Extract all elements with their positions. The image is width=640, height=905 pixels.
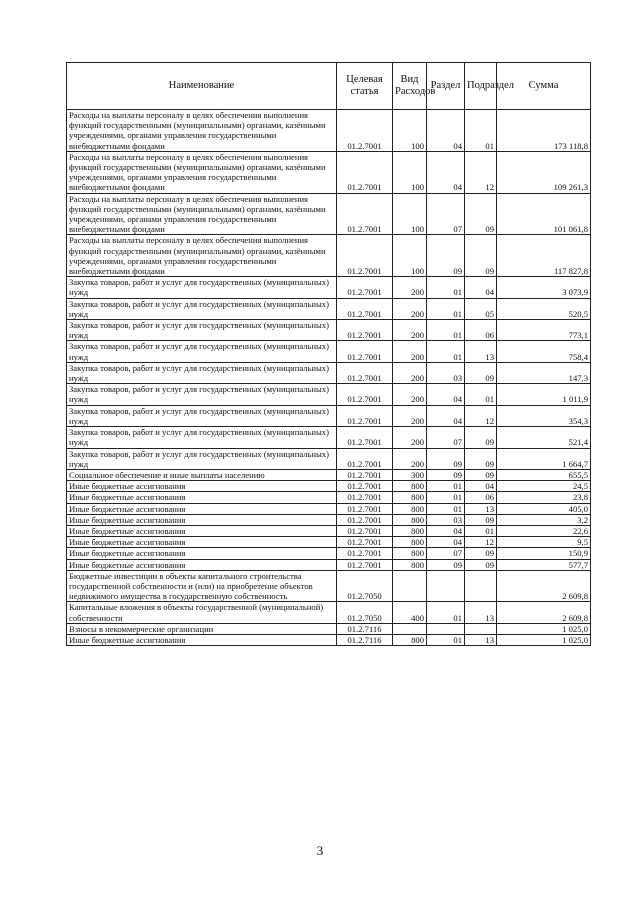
cell-sum: 354,3 [497,405,591,426]
cell-name: Иные бюджетные ассигнования [67,503,337,514]
cell-target-article: 01.2.7001 [337,525,393,536]
cell-name: Закупка товаров, работ и услуг для государственных (муниципальных) нужд [67,341,337,362]
cell-subsection: 09 [465,362,497,383]
cell-subsection: 06 [465,492,497,503]
cell-section: 01 [427,320,465,341]
cell-section: 09 [427,235,465,277]
cell-name: Закупка товаров, работ и услуг для государственных (муниципальных) нужд [67,277,337,298]
cell-section: 01 [427,298,465,319]
table-row [67,110,591,152]
cell-subsection: 01 [465,384,497,405]
cell-expense-type: 400 [393,602,427,623]
cell-target-article: 01.2.7001 [337,341,393,362]
cell-subsection: 09 [465,235,497,277]
cell-name: Закупка товаров, работ и услуг для государственных (муниципальных) нужд [67,384,337,405]
table-row [67,559,591,570]
cell-name: Иные бюджетные ассигнования [67,514,337,525]
cell-sum: 9,5 [497,537,591,548]
cell-sum: 101 061,8 [497,193,591,235]
cell-section: 01 [427,602,465,623]
cell-subsection: 12 [465,151,497,193]
cell-subsection: 09 [465,193,497,235]
table-body [67,110,591,646]
budget-table [66,62,591,646]
cell-name: Расходы на выплаты персоналу в целях обеспечения выполнения функций государственными (муниципальными) органами, казёнными учреждениями, органами управления государственными внебюджетными фондами [67,110,337,152]
cell-subsection: 09 [465,559,497,570]
cell-section: 03 [427,362,465,383]
cell-expense-type [393,623,427,634]
table-row [67,481,591,492]
table-row [67,492,591,503]
cell-name: Иные бюджетные ассигнования [67,492,337,503]
table-header-row [67,63,591,110]
cell-expense-type: 800 [393,492,427,503]
cell-expense-type: 200 [393,384,427,405]
cell-subsection: 13 [465,602,497,623]
cell-target-article: 01.2.7116 [337,634,393,645]
cell-subsection: 13 [465,634,497,645]
cell-expense-type: 800 [393,559,427,570]
cell-target-article: 01.2.7001 [337,151,393,193]
cell-sum: 520,5 [497,298,591,319]
header-expense-type: Вид Расходов [393,63,427,110]
table-row [67,277,591,298]
cell-sum: 23,8 [497,492,591,503]
cell-target-article: 01.2.7001 [337,503,393,514]
cell-name: Закупка товаров, работ и услуг для государственных (муниципальных) нужд [67,427,337,448]
cell-target-article: 01.2.7001 [337,277,393,298]
cell-subsection: 09 [465,448,497,469]
table-row [67,514,591,525]
cell-target-article: 01.2.7050 [337,570,393,602]
cell-section: 01 [427,492,465,503]
cell-expense-type: 800 [393,525,427,536]
cell-subsection: 09 [465,548,497,559]
cell-target-article: 01.2.7001 [337,492,393,503]
table-row [67,623,591,634]
cell-sum: 117 827,8 [497,235,591,277]
cell-name: Иные бюджетные ассигнования [67,634,337,645]
cell-section: 09 [427,448,465,469]
cell-target-article: 01.2.7001 [337,448,393,469]
cell-sum: 3,2 [497,514,591,525]
cell-section: 04 [427,384,465,405]
cell-expense-type: 300 [393,469,427,480]
cell-name: Иные бюджетные ассигнования [67,525,337,536]
table-row [67,341,591,362]
cell-subsection: 09 [465,514,497,525]
cell-section: 09 [427,559,465,570]
cell-sum: 2 609,8 [497,602,591,623]
cell-name: Иные бюджетные ассигнования [67,559,337,570]
cell-name: Закупка товаров, работ и услуг для государственных (муниципальных) нужд [67,298,337,319]
cell-expense-type: 100 [393,193,427,235]
cell-section: 07 [427,427,465,448]
cell-name: Расходы на выплаты персоналу в целях обеспечения выполнения функций государственными (муниципальными) органами, казёнными учреждениями, органами управления государственными внебюджетными фондами [67,193,337,235]
table-row [67,448,591,469]
cell-target-article: 01.2.7001 [337,481,393,492]
cell-sum: 147,3 [497,362,591,383]
header-name: Наименование [67,63,337,110]
cell-subsection: 09 [465,469,497,480]
cell-name: Закупка товаров, работ и услуг для государственных (муниципальных) нужд [67,405,337,426]
cell-sum: 758,4 [497,341,591,362]
table-row [67,151,591,193]
cell-section: 09 [427,469,465,480]
cell-section: 01 [427,503,465,514]
cell-expense-type: 800 [393,503,427,514]
cell-section: 07 [427,193,465,235]
cell-name: Иные бюджетные ассигнования [67,548,337,559]
table-row [67,362,591,383]
cell-subsection: 12 [465,405,497,426]
table-row [67,427,591,448]
cell-section: 01 [427,481,465,492]
cell-section: 04 [427,405,465,426]
page-number: 3 [316,843,324,858]
cell-expense-type: 200 [393,448,427,469]
cell-subsection: 04 [465,481,497,492]
cell-target-article: 01.2.7001 [337,469,393,480]
cell-sum: 22,6 [497,525,591,536]
table-row [67,384,591,405]
cell-sum: 150,9 [497,548,591,559]
table-row [67,525,591,536]
cell-target-article: 01.2.7001 [337,427,393,448]
table-row [67,320,591,341]
cell-expense-type: 200 [393,427,427,448]
cell-target-article: 01.2.7001 [337,193,393,235]
cell-expense-type: 800 [393,548,427,559]
cell-target-article: 01.2.7001 [337,362,393,383]
cell-subsection: 01 [465,525,497,536]
cell-name: Закупка товаров, работ и услуг для государственных (муниципальных) нужд [67,362,337,383]
cell-subsection: 13 [465,503,497,514]
cell-expense-type: 800 [393,514,427,525]
cell-target-article: 01.2.7050 [337,602,393,623]
cell-name: Бюджетные инвестиции в объекты капитального строительства государственной собственности и (или) на приобретение объектов недвижимого имущества в государственную собственность [67,570,337,602]
cell-section [427,570,465,602]
table-row [67,537,591,548]
cell-sum: 3 073,9 [497,277,591,298]
cell-target-article: 01.2.7116 [337,623,393,634]
cell-target-article: 01.2.7001 [337,235,393,277]
cell-section: 01 [427,634,465,645]
cell-subsection [465,570,497,602]
table-row [67,634,591,645]
header-section: Раздел [427,63,465,110]
cell-subsection: 09 [465,427,497,448]
cell-target-article: 01.2.7001 [337,514,393,525]
table-row [67,405,591,426]
cell-subsection: 06 [465,320,497,341]
cell-target-article: 01.2.7001 [337,559,393,570]
cell-name: Иные бюджетные ассигнования [67,481,337,492]
cell-expense-type: 800 [393,481,427,492]
cell-sum: 109 261,3 [497,151,591,193]
table-row [67,469,591,480]
table-row [67,235,591,277]
cell-section: 07 [427,548,465,559]
cell-name: Закупка товаров, работ и услуг для государственных (муниципальных) нужд [67,448,337,469]
cell-sum: 2 609,8 [497,570,591,602]
cell-target-article: 01.2.7001 [337,548,393,559]
cell-name: Закупка товаров, работ и услуг для государственных (муниципальных) нужд [67,320,337,341]
cell-sum: 405,0 [497,503,591,514]
cell-sum: 577,7 [497,559,591,570]
cell-subsection: 04 [465,277,497,298]
table-row [67,503,591,514]
cell-target-article: 01.2.7001 [337,537,393,548]
cell-target-article: 01.2.7001 [337,405,393,426]
cell-expense-type: 100 [393,151,427,193]
cell-section: 01 [427,341,465,362]
cell-target-article: 01.2.7001 [337,384,393,405]
cell-subsection: 01 [465,110,497,152]
table-row [67,548,591,559]
cell-subsection: 13 [465,341,497,362]
table-row [67,570,591,602]
cell-subsection [465,623,497,634]
cell-name: Иные бюджетные ассигнования [67,537,337,548]
header-target-article: Целевая статья [337,63,393,110]
cell-expense-type: 200 [393,298,427,319]
table-row [67,602,591,623]
cell-expense-type: 100 [393,110,427,152]
cell-sum: 1 664,7 [497,448,591,469]
header-subsection: Подраздел [465,63,497,110]
cell-target-article: 01.2.7001 [337,110,393,152]
cell-sum: 655,5 [497,469,591,480]
cell-section: 04 [427,537,465,548]
cell-name: Социальное обеспечение и иные выплаты населению [67,469,337,480]
cell-section: 04 [427,110,465,152]
cell-target-article: 01.2.7001 [337,298,393,319]
cell-expense-type: 100 [393,235,427,277]
cell-expense-type: 800 [393,537,427,548]
cell-expense-type: 200 [393,362,427,383]
cell-section: 01 [427,277,465,298]
cell-section: 03 [427,514,465,525]
cell-sum: 773,1 [497,320,591,341]
cell-name: Расходы на выплаты персоналу в целях обеспечения выполнения функций государственными (муниципальными) органами, казёнными учреждениями, органами управления государственными внебюджетными фондами [67,235,337,277]
cell-expense-type: 200 [393,277,427,298]
cell-section: 04 [427,525,465,536]
cell-expense-type: 200 [393,320,427,341]
cell-target-article: 01.2.7001 [337,320,393,341]
table-row [67,298,591,319]
header-sum: Сумма [497,63,591,110]
cell-name: Капитальные вложения в объекты государственной (муниципальной) собственности [67,602,337,623]
cell-expense-type: 200 [393,341,427,362]
cell-subsection: 12 [465,537,497,548]
cell-sum: 24,5 [497,481,591,492]
cell-expense-type: 200 [393,405,427,426]
table-row [67,193,591,235]
cell-sum: 1 025,0 [497,634,591,645]
cell-section: 04 [427,151,465,193]
cell-name: Расходы на выплаты персоналу в целях обеспечения выполнения функций государственными (муниципальными) органами, казёнными учреждениями, органами управления государственными внебюджетными фондами [67,151,337,193]
cell-sum: 173 118,8 [497,110,591,152]
cell-expense-type [393,570,427,602]
cell-sum: 1 025,0 [497,623,591,634]
cell-subsection: 05 [465,298,497,319]
cell-expense-type: 800 [393,634,427,645]
cell-sum: 521,4 [497,427,591,448]
cell-name: Взносы в некоммерческие организации [67,623,337,634]
cell-sum: 1 011,9 [497,384,591,405]
cell-section [427,623,465,634]
